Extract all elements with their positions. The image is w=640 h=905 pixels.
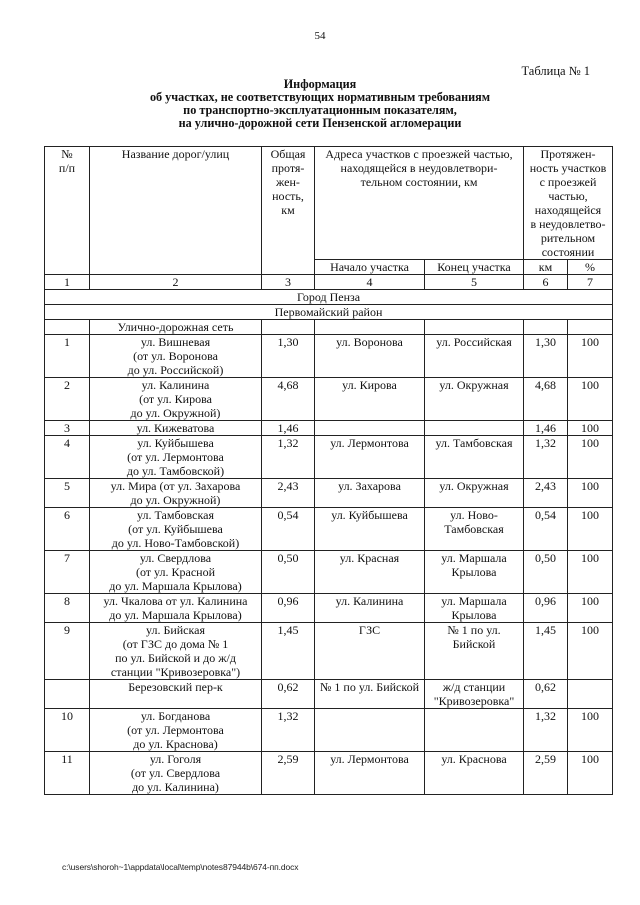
heading-line: на улично-дорожной сети Пензенской агломерации xyxy=(178,116,462,130)
section-length-km: 0,62 xyxy=(524,680,568,709)
row-number: 10 xyxy=(45,709,90,752)
section-percent: 100 xyxy=(568,508,613,551)
section-end: ул. Окружная xyxy=(425,479,524,508)
table-row xyxy=(45,551,613,594)
network-label: Улично-дорожная сеть xyxy=(90,320,262,335)
section-end: ул. Ново- Тамбовская xyxy=(425,508,524,551)
header-number: № п/п xyxy=(45,147,90,275)
section-start: ул. Калинина xyxy=(315,594,425,623)
road-name: ул. Чкалова от ул. Калинина до ул. Маршала Крылова) xyxy=(90,594,262,623)
table-label: Таблица № 1 xyxy=(521,64,590,78)
row-number: 2 xyxy=(45,378,90,421)
city-row xyxy=(45,290,613,305)
section-end xyxy=(425,709,524,752)
section-end: ул. Маршала Крылова xyxy=(425,551,524,594)
column-number: 5 xyxy=(425,275,524,290)
column-number: 7 xyxy=(568,275,613,290)
road-name: ул. Калинина (от ул. Кирова до ул. Окружной) xyxy=(90,378,262,421)
section-length-km: 0,50 xyxy=(524,551,568,594)
section-end: ул. Маршала Крылова xyxy=(425,594,524,623)
section-length-km: 1,45 xyxy=(524,623,568,680)
row-number: 8 xyxy=(45,594,90,623)
section-length-km: 1,46 xyxy=(524,421,568,436)
road-name: ул. Вишневая (от ул. Воронова до ул. Российской) xyxy=(90,335,262,378)
row-number: 6 xyxy=(45,508,90,551)
network-row xyxy=(45,320,613,335)
document-heading xyxy=(0,78,640,130)
section-length-km: 2,59 xyxy=(524,752,568,795)
section-end: ул. Окружная xyxy=(425,378,524,421)
subheader-percent: % xyxy=(568,260,613,275)
heading-line: Информация xyxy=(283,77,357,91)
total-length: 0,54 xyxy=(262,508,315,551)
row-number: 4 xyxy=(45,436,90,479)
section-percent: 100 xyxy=(568,709,613,752)
total-length: 1,32 xyxy=(262,436,315,479)
road-name: ул. Свердлова (от ул. Красной до ул. Маршала Крылова) xyxy=(90,551,262,594)
city-name: Город Пенза xyxy=(45,290,613,305)
header-name: Название дорог/улиц xyxy=(90,147,262,275)
section-end: ул. Краснова xyxy=(425,752,524,795)
page-number: 54 xyxy=(314,30,326,42)
section-start: ул. Красная xyxy=(315,551,425,594)
section-percent: 100 xyxy=(568,752,613,795)
road-name: ул. Куйбышева (от ул. Лермонтова до ул. Тамбовской) xyxy=(90,436,262,479)
column-number: 6 xyxy=(524,275,568,290)
section-percent: 100 xyxy=(568,551,613,594)
header-address: Адреса участков с проезжей частью, находящейся в неудовлетвори- тельном состоянии, км xyxy=(315,147,524,260)
total-length: 0,96 xyxy=(262,594,315,623)
section-percent: 100 xyxy=(568,421,613,436)
section-start: ул. Лермонтова xyxy=(315,436,425,479)
total-length: 4,68 xyxy=(262,378,315,421)
road-name: ул. Тамбовская (от ул. Куйбышева до ул. Ново-Тамбовской) xyxy=(90,508,262,551)
subheader-end: Конец участка xyxy=(425,260,524,275)
section-start xyxy=(315,709,425,752)
total-length: 1,30 xyxy=(262,335,315,378)
row-number: 11 xyxy=(45,752,90,795)
road-name: ул. Мира (от ул. Захарова до ул. Окружной) xyxy=(90,479,262,508)
file-path-footer: c:\users\shoroh~1\appdata\local\temp\notes87944b\674-пп.docx xyxy=(62,862,299,872)
section-start: ул. Кирова xyxy=(315,378,425,421)
section-percent: 100 xyxy=(568,335,613,378)
district-row xyxy=(45,305,613,320)
section-start: ул. Воронова xyxy=(315,335,425,378)
road-name: ул. Гоголя (от ул. Свердлова до ул. Калинина) xyxy=(90,752,262,795)
section-end: № 1 по ул. Бийской xyxy=(425,623,524,680)
road-name: ул. Бийская (от ГЗС до дома № 1 по ул. Бийской и до ж/д станции "Кривозеровка") xyxy=(90,623,262,680)
table-row xyxy=(45,479,613,508)
total-length: 2,43 xyxy=(262,479,315,508)
section-end xyxy=(425,421,524,436)
table-row xyxy=(45,623,613,680)
table-row xyxy=(45,594,613,623)
section-start: ул. Куйбышева xyxy=(315,508,425,551)
road-name: ул. Богданова (от ул. Лермонтова до ул. Краснова) xyxy=(90,709,262,752)
total-length: 1,45 xyxy=(262,623,315,680)
section-end: ул. Российская xyxy=(425,335,524,378)
section-length-km: 0,54 xyxy=(524,508,568,551)
section-start: ул. Захарова xyxy=(315,479,425,508)
road-name: ул. Кижеватова xyxy=(90,421,262,436)
section-length-km: 2,43 xyxy=(524,479,568,508)
header-total-length: Общая протя- жен- ность, км xyxy=(262,147,315,275)
table-row xyxy=(45,680,613,709)
total-length: 0,62 xyxy=(262,680,315,709)
section-percent: 100 xyxy=(568,378,613,421)
section-percent: 100 xyxy=(568,436,613,479)
section-length-km: 4,68 xyxy=(524,378,568,421)
row-number: 3 xyxy=(45,421,90,436)
column-number: 2 xyxy=(90,275,262,290)
section-percent xyxy=(568,680,613,709)
section-start: ГЗС xyxy=(315,623,425,680)
table-row xyxy=(45,709,613,752)
section-percent: 100 xyxy=(568,623,613,680)
section-start: № 1 по ул. Бийской xyxy=(315,680,425,709)
heading-line: по транспортно-эксплуатационным показателям, xyxy=(183,103,457,117)
column-number-row xyxy=(45,275,613,290)
column-number: 1 xyxy=(45,275,90,290)
section-start: ул. Лермонтова xyxy=(315,752,425,795)
header-section-length: Протяжен- ность участков с проезжей частью, находящейся в неудовлетво- рительном состоянии xyxy=(524,147,613,260)
section-length-km: 1,32 xyxy=(524,436,568,479)
total-length: 2,59 xyxy=(262,752,315,795)
column-number: 3 xyxy=(262,275,315,290)
table-row xyxy=(45,508,613,551)
section-length-km: 1,32 xyxy=(524,709,568,752)
table-row xyxy=(45,335,613,378)
table-row xyxy=(45,436,613,479)
heading-line: об участках, не соответствующих нормативным требованиям xyxy=(149,90,491,104)
row-number: 9 xyxy=(45,623,90,680)
section-percent: 100 xyxy=(568,594,613,623)
row-number: 1 xyxy=(45,335,90,378)
table-row xyxy=(45,378,613,421)
table-row xyxy=(45,421,613,436)
subheader-km: км xyxy=(524,260,568,275)
row-number xyxy=(45,680,90,709)
section-length-km: 1,30 xyxy=(524,335,568,378)
table-header-row xyxy=(45,147,613,260)
row-number: 5 xyxy=(45,479,90,508)
district-name: Первомайский район xyxy=(45,305,613,320)
table-row xyxy=(45,752,613,795)
section-length-km: 0,96 xyxy=(524,594,568,623)
road-sections-table xyxy=(44,146,613,795)
total-length: 1,46 xyxy=(262,421,315,436)
road-name: Березовский пер-к xyxy=(90,680,262,709)
total-length: 0,50 xyxy=(262,551,315,594)
section-percent: 100 xyxy=(568,479,613,508)
row-number: 7 xyxy=(45,551,90,594)
section-start xyxy=(315,421,425,436)
column-number: 4 xyxy=(315,275,425,290)
section-end: ж/д станции "Кривозеровка" xyxy=(425,680,524,709)
section-end: ул. Тамбовская xyxy=(425,436,524,479)
subheader-start: Начало участка xyxy=(315,260,425,275)
total-length: 1,32 xyxy=(262,709,315,752)
